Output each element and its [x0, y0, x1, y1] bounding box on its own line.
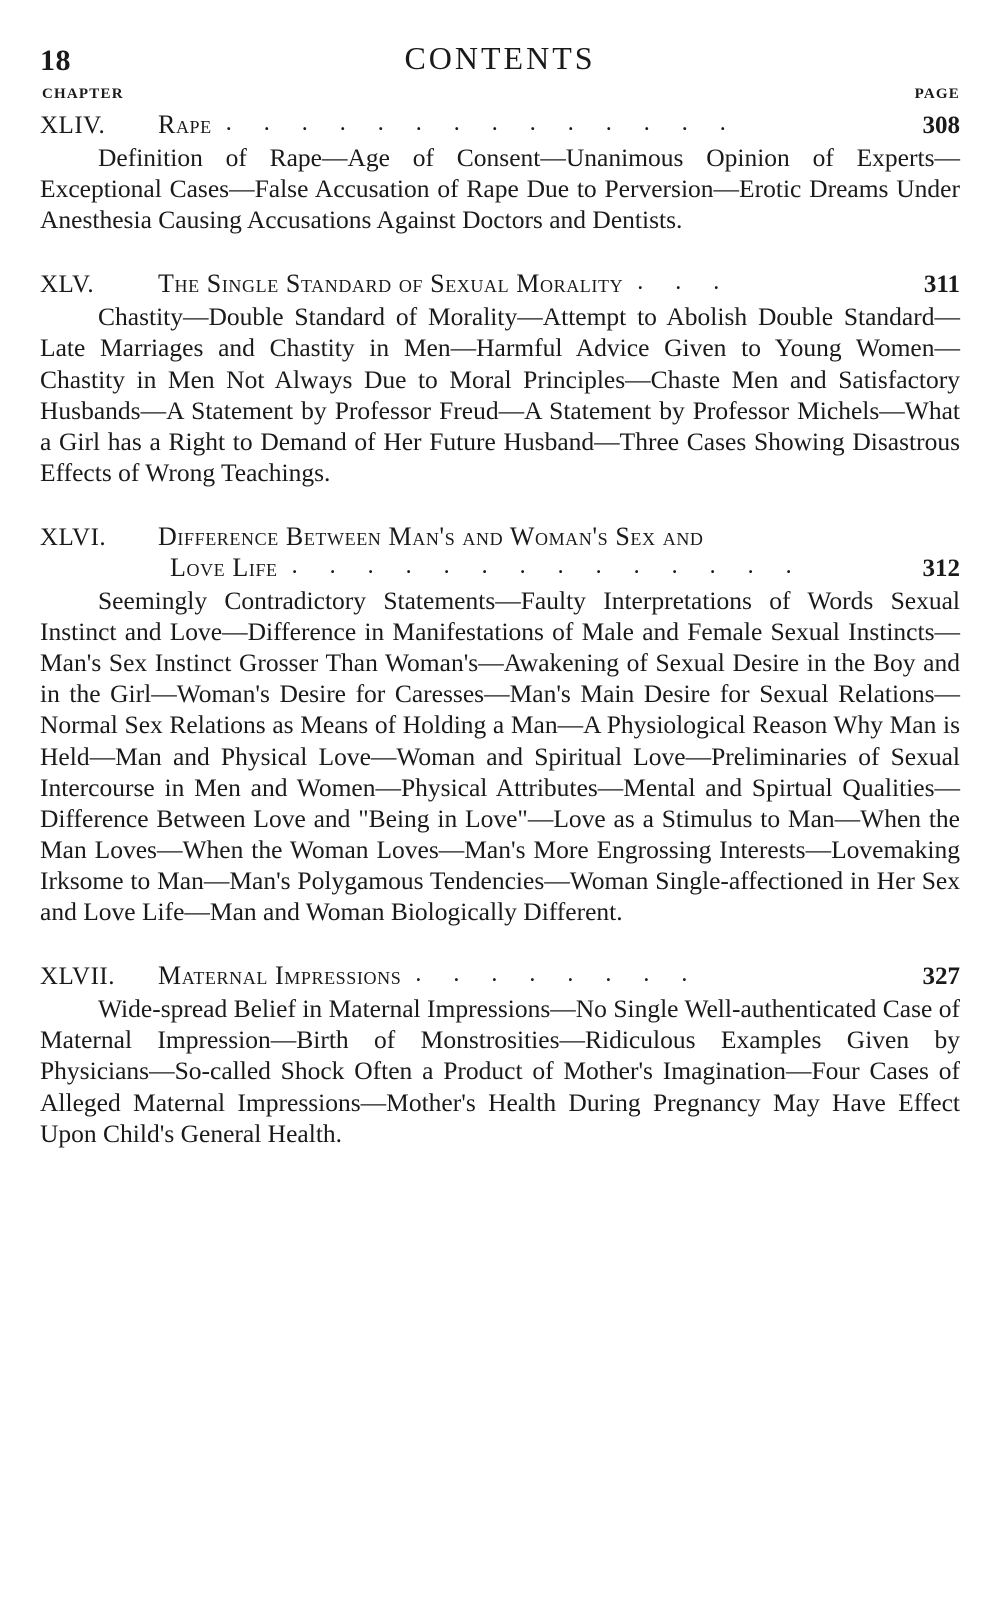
chapter-summary-text: Seemingly Contradictory Statements—Faulty Interpretations of Words Sexual Instinct and Love—Difference in Manifestations of Male and Female Sexual Instincts—Man's Sex Instinct Grosser Than Woman's—Awakening of Sexual Desire in the Boy and in the Girl—Woman's Desire for Caresses—Man's Main Desire for Sexual Relations—Normal Sex Relations as Means of Holding a Man—A Physiological Reason Why Man is Held—Man and Physical Love—Woman and Spiritual Love—Preliminaries of Sexual Intercourse in Men and Women—Physical Attributes—Mental and Spirtual Qualities—Difference Between Love and "Being in Love"—Love as a Stimulus to Man—When the Man Loves—When the Woman Loves—Man's More Engrossing Interests—Lovemaking Irksome to Man—Man's Polygamous Tendencies—Woman Single-affectioned in Her Sex and Love Life—Man and Woman Biologically Different.	[40, 585, 960, 927]
toc-entry-title-line[interactable]	[40, 269, 960, 299]
toc-entry	[40, 110, 960, 235]
chapter-page-number: 311	[923, 271, 960, 299]
chapter-summary-text: Definition of Rape—Age of Consent—Unanimous Opinion of Experts—Exceptional Cases—False Accusation of Rape Due to Perversion—Erotic Dreams Under Anesthesia Causing Accusations Against Doctors and Dentists.	[40, 143, 960, 235]
toc-entry-title-line[interactable]	[40, 522, 960, 552]
chapter-summary-text: Chastity—Double Standard of Morality—Attempt to Abolish Double Standard—Late Marriages and Chastity in Men—Harmful Advice Given to Young Women—Chastity in Men Not Always Due to Moral Principles—Chaste Men and Satisfactory Husbands—A Statement by Professor Freud—A Statement by Professor Michels—What a Girl has a Right to Demand of Her Future Husband—Three Cases Showing Disastrous Effects of Wrong Teachings.	[40, 302, 960, 487]
leader-dots: . . . . . . . . . . . . . .	[291, 552, 805, 579]
chapter-title: The Single Standard of Sexual Morality	[158, 269, 624, 299]
chapter-summary	[40, 993, 960, 1149]
page-number: 18	[40, 44, 71, 77]
chapter-title-continuation: Love Life	[170, 552, 278, 582]
chapter-page-number: 312	[922, 554, 960, 582]
toc-entry	[40, 269, 960, 488]
chapter-summary-text: Wide-spread Belief in Maternal Impressions—No Single Well-authenticated Case of Maternal Impression—Birth of Monstrosities—Ridiculous Examples Given by Physicians—So-called Shock Often a Product of Mother's Imagination—Four Cases of Alleged Maternal Impressions—Mother's Health During Pregnancy May Have Effect Upon Child's General Health.	[40, 994, 960, 1148]
page-content	[40, 40, 960, 1175]
toc-entry	[40, 961, 960, 1149]
toc-entry-title-line[interactable]	[40, 110, 960, 140]
chapter-number: XLV.	[40, 271, 95, 299]
chapter-title: Rape	[158, 110, 212, 139]
chapter-number: XLVII.	[40, 963, 115, 991]
leader-dots: . . . . . . . .	[415, 961, 701, 988]
chapter-summary	[40, 301, 960, 488]
column-header-page: PAGE	[914, 86, 960, 102]
chapter-summary	[40, 585, 960, 927]
leader-dots: . . .	[637, 269, 733, 296]
chapter-title-continuation-line	[40, 553, 960, 583]
toc-entry-title-line[interactable]	[40, 961, 960, 991]
chapter-page-number: 327	[922, 963, 960, 991]
chapter-number: XLIV.	[40, 112, 106, 139]
chapter-page-number: 308	[922, 112, 960, 139]
toc-entry	[40, 522, 960, 927]
column-header-chapter: CHAPTER	[42, 86, 124, 102]
column-headers	[40, 86, 960, 108]
chapter-number: XLVI.	[40, 523, 107, 551]
chapter-title: Maternal Impressions	[158, 961, 402, 991]
chapter-title: Difference Between Man's and Woman's Sex and	[158, 521, 704, 551]
page-header	[40, 40, 960, 84]
leader-dots: . . . . . . . . . . . . . .	[225, 110, 739, 136]
chapter-summary	[40, 142, 960, 235]
running-head: CONTENTS	[404, 40, 596, 76]
